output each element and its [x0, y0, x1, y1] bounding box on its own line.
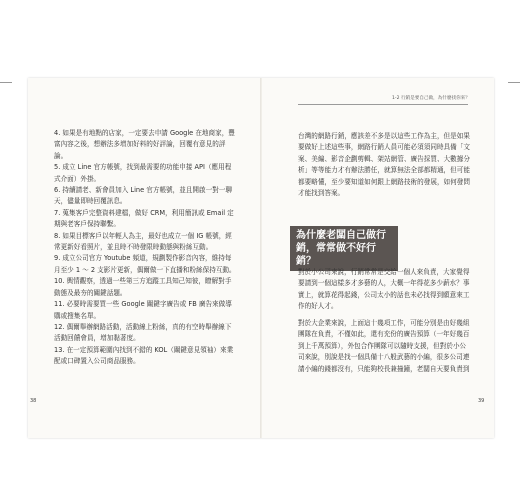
- list-item: 5. 成立 Line 官方帳號，找到最需要的功能申接 API（應用程式介面）外掛。: [54, 163, 232, 183]
- list-item: 7. 蒐集客戶完整資料建檔，做好 CRM，利用簡訊或 Email 定期與老客戶保持聯繫。: [54, 208, 234, 229]
- intro-paragraph: 台灣的網路行銷，應該差不多是以這些工作為主，但是如果要做好上述這些事，網路行銷人員可能必須須同時具備「文案、美編、影音企劃剪輯、架站網管、廣告採買、大數據分析」等等能力才有辦法勝任，就算無法全部都精通，但可能都要略懂，至少要知道如何跟上網路技術的發展，如何發問才能找到答案。: [298, 132, 470, 198]
- list-item: 11. 必要時需要買一些 Google 關鍵字廣告或 FB 廣告來做導購或搜集名單。: [54, 300, 232, 320]
- page-number-right: 39: [478, 398, 485, 404]
- body-paragraph: 對於小公司來說，行銷常常是交給一個人來負責，大家覺得要請到一個這樣多才多藝的人，大概一年得花多少薪水？事實上，就算花得起錢，公司太小的話也未必找得到願意來工作的好人才。: [298, 268, 470, 311]
- running-header: 1-2 行銷是要自己做，為什麼找你來？: [392, 96, 470, 101]
- list-item: 12. 偶爾舉辦網路活動，活動線上粉絲，真的有空時舉辦線下活動回饋會員，增加黏著度。: [54, 322, 232, 343]
- list-item: 9. 成立公司官方 Youtube 頻道，規劃製作影音內容，維持每月至少 1 ～ 2 支影片更新，偶爾做一下直播和粉絲保持互動。: [54, 254, 236, 274]
- list-item: 10. 輿情觀察，透過一些第三方追蹤工具知己知彼，瞭解對手動態及最夯的關鍵話題。: [54, 277, 232, 297]
- right-page-intro: [298, 131, 470, 207]
- section-heading: 為什麼老闆自己做行銷，常常做不好行銷？: [290, 226, 398, 271]
- page-number-left: 38: [30, 398, 37, 404]
- book-gutter: [260, 78, 262, 438]
- list-item: 4. 如果是有地點的店家，一定要去申請 Google 在地商家，豐富內容之後，想辦法多增加好料的好評論，回覆有意見的評論。: [54, 129, 235, 160]
- list-item: 8. 如果目標客戶以年輕人為主，最好也成立一個 IG 帳號，經常更新好看照片，並且時不時發限時動態與粉絲互動。: [54, 231, 232, 252]
- list-item: 6. 持續請老、新會員加入 Line 官方帳號，並且開啟一對一聊天，儘量即時回覆訊息。: [54, 186, 232, 206]
- crop-mark-left: [0, 82, 12, 83]
- body-paragraph: 對於大企業來說，上面這十幾項工作，可能分別是由好幾組團隊在負責，不僅如此，還有充份的廣告預算（一年好幾百到上千萬預算），外包合作團隊可以隨時支援，但對於小公司來說，別說是找一個具備十八般武藝的小編，很多公司連請小編的錢都沒有，只能夠校長兼撞鐘，老闆自天要負責到: [298, 319, 470, 373]
- left-page-list: [54, 128, 236, 368]
- list-item: 13. 在一定預算範圍內找到不錯的 KOL（關鍵意見領袖）來業配或口碑置入公司商品服務。: [54, 345, 234, 366]
- crop-mark-right: [508, 82, 520, 83]
- header-rule: [298, 104, 468, 105]
